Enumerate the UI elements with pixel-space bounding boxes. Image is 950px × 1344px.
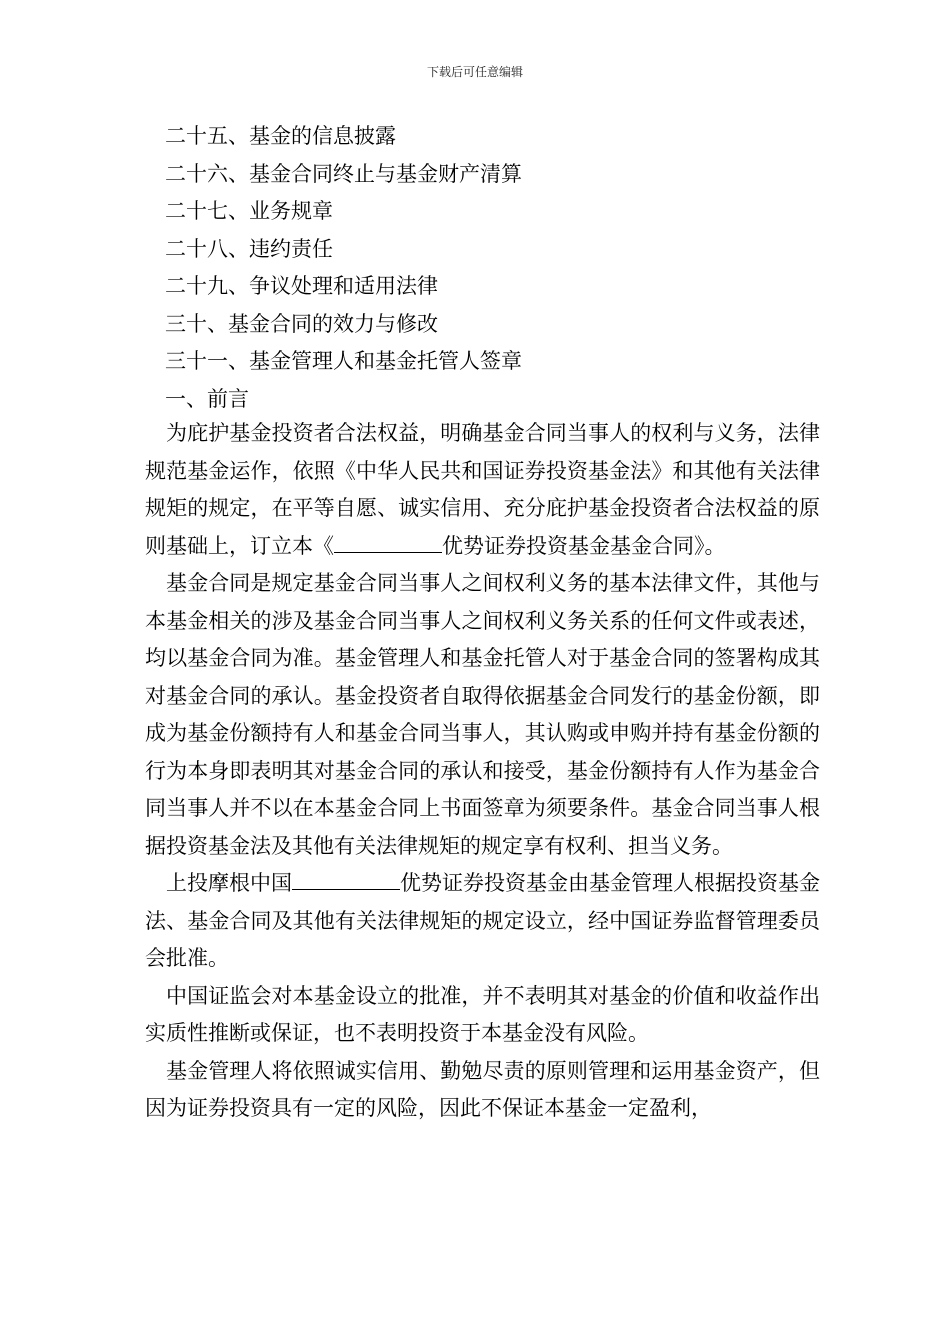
paragraph-contract-nature: 基金合同是规定基金合同当事人之间权利义务的基本法律文件，其他与本基金相关的涉及基金合同当事人之间权利义务关系的任何文件或表述，均以基金合同为准。基金管理人和基金托管人对于基金合同的签署构成其对基金合同的承认。基金投资者自取得依据基金合同发行的基金份额，即成为基金份额持有人和基金合同当事人，其认购或申购并持有基金份额的行为本身即表明其对基金合同的承认和接受，基金份额持有人作为基金合同当事人并不以在本基金合同上书面签章为须要条件。基金合同当事人根据投资基金法及其他有关法律规矩的规定享有权利、担当义务。 [145, 571, 820, 858]
paragraph-manager-duty: 基金管理人将依照诚实信用、勤勉尽责的原则管理和运用基金资产，但因为证券投资具有一定的风险，因此不保证本基金一定盈利， [145, 1058, 820, 1120]
fund-name-blank [334, 532, 442, 553]
toc-item: 二十五、基金的信息披露 [165, 124, 396, 148]
paragraph-fund-establishment [145, 865, 820, 978]
paragraph-purpose [145, 415, 820, 565]
document-body [145, 415, 820, 1128]
page-header-note: 下载后可任意编辑 [426, 65, 523, 79]
paragraph-fund-establishment-text-end: 优势证券投资基金由基金管理人根据投资基金法、基金合同及其他有关法律规矩的规定设立，经中国证券监督管理委员会批准。 [145, 871, 820, 970]
toc-item: 二十六、基金合同终止与基金财产清算 [165, 161, 522, 186]
toc-item: 二十九、争议处理和适用法律 [165, 274, 438, 298]
paragraph-purpose-text: 为庇护基金投资者合法权益，明确基金合同当事人的权利与义务，法律规范基金运作，依照《中华人民共和国证券投资基金法》和其他有关法律规矩的规定，在平等自愿、诚实信用、充分庇护基金投资者合法权益的原则基础上，订立本《 [145, 421, 820, 558]
fund-name-blank [292, 869, 400, 890]
paragraph-fund-establishment-text: 上投摩根中国 [166, 871, 292, 895]
table-of-contents [165, 118, 522, 418]
toc-item: 二十七、业务规章 [165, 199, 333, 223]
paragraph-purpose-text-end: 优势证券投资基金基金合同》。 [442, 533, 726, 558]
toc-item: 三十一、基金管理人和基金托管人签章 [165, 349, 522, 373]
toc-item: 三十、基金合同的效力与修改 [165, 311, 438, 336]
paragraph-csrc-approval: 中国证监会对本基金设立的批准，并不表明其对基金的价值和收益作出实质性推断或保证，也不表明投资于本基金没有风险。 [145, 983, 820, 1045]
toc-item: 二十八、违约责任 [165, 236, 333, 261]
section-heading-preface: 一、前言 [165, 386, 249, 411]
